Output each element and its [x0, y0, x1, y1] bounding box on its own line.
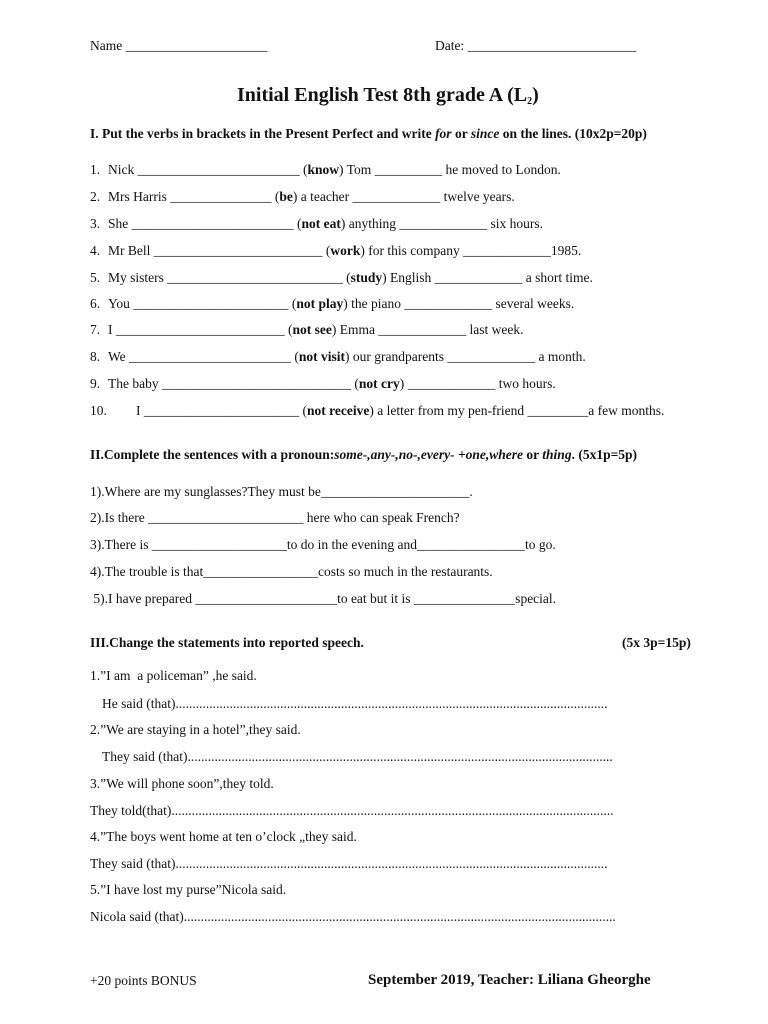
question-text-a: Nick ________________________ (: [108, 162, 308, 177]
question-number: 5.: [90, 270, 101, 285]
verb-in-brackets: not see: [292, 322, 332, 337]
question-text-a: She ________________________ (: [108, 216, 302, 231]
answer-line[interactable]: Nicola said (that)................................................................................................................................: [90, 909, 616, 924]
answer-line[interactable]: They said (that)..............................................................................................................................: [102, 749, 613, 764]
question-row[interactable]: [90, 349, 586, 365]
question-number: 3.: [90, 216, 101, 231]
name-line: [90, 38, 267, 54]
verb-in-brackets: not receive: [307, 403, 370, 418]
verb-in-brackets: not visit: [298, 349, 346, 364]
question-row[interactable]: [90, 403, 664, 419]
question-row[interactable]: [90, 296, 574, 312]
question-text-b: ) a teacher _____________ twelve years.: [292, 189, 515, 204]
verb-in-brackets: work: [330, 243, 361, 258]
title-subscript: 2: [527, 96, 533, 107]
verb-in-brackets: be: [279, 189, 293, 204]
section2-heading-a: II.Complete the sentences with a pronoun:: [90, 447, 335, 462]
statement: 4.”The boys went home at ten o’clock „they said.: [90, 829, 357, 844]
title-main: Initial English Test 8th grade A (L: [237, 84, 528, 106]
question-text-a: I _________________________ (: [108, 322, 293, 337]
name-blank[interactable]: _____________________: [125, 38, 268, 53]
section2-heading-b: or: [523, 447, 543, 462]
question-row[interactable]: [90, 270, 593, 286]
statement: 1.”I am a policeman” ,he said.: [90, 668, 257, 683]
statement: 3.”We will phone soon”,they told.: [90, 776, 274, 791]
question-row[interactable]: [90, 216, 543, 232]
question-text-b: ) English _____________ a short time.: [382, 270, 593, 285]
question-text-a: Mr Bell _________________________ (: [108, 243, 331, 258]
question-text-b: ) for this company _____________1985.: [360, 243, 582, 258]
page-title: [237, 84, 539, 107]
title-close: ): [532, 84, 539, 106]
section2-heading-italic-2: thing: [542, 447, 572, 462]
verb-in-brackets: not cry: [358, 376, 400, 391]
section2-heading-c: . (5x1p=5p): [571, 447, 638, 462]
teacher-note: September 2019, Teacher: Liliana Gheorghe: [368, 972, 651, 988]
question-row[interactable]: [90, 243, 581, 259]
date-line: [435, 38, 636, 54]
section2-item[interactable]: 5).I have prepared _____________________to eat but it is _______________special.: [90, 591, 557, 606]
section3-points: (5x 3p=15p): [622, 635, 691, 650]
section2-heading: [90, 447, 637, 463]
date-label: Date:: [435, 38, 465, 53]
question-text-b: ) anything _____________ six hours.: [340, 216, 543, 231]
question-row[interactable]: [90, 162, 561, 178]
question-text-a: We ________________________ (: [108, 349, 299, 364]
section1-or: or: [451, 126, 471, 141]
question-row[interactable]: [90, 189, 515, 205]
section2-item[interactable]: 3).There is ____________________to do in the evening and________________to go.: [90, 537, 556, 552]
section2-item[interactable]: 2).Is there _______________________ here who can speak French?: [90, 510, 460, 525]
verb-in-brackets: not eat: [301, 216, 341, 231]
answer-line[interactable]: He said (that)................................................................................................................................: [102, 696, 608, 711]
section2-item[interactable]: 1).Where are my sunglasses?They must be______________________.: [90, 484, 473, 499]
question-number: 7.: [90, 322, 101, 337]
section1-for: for: [435, 126, 452, 141]
question-number: 6.: [90, 296, 101, 311]
question-text-b: ) _____________ two hours.: [399, 376, 556, 391]
question-number: 2.: [90, 189, 101, 204]
section1-heading-b: on the lines. (10x2p=20p): [499, 126, 647, 141]
section3-heading: III.Change the statements into reported speech.: [90, 635, 364, 650]
question-text-a: Mrs Harris _______________ (: [108, 189, 280, 204]
question-row[interactable]: [90, 322, 523, 338]
question-text-a: My sisters __________________________ (: [108, 270, 351, 285]
question-text-b: ) a letter from my pen-friend _________a few months.: [369, 403, 665, 418]
verb-in-brackets: not play: [296, 296, 344, 311]
question-text-b: ) our grandparents _____________ a month.: [345, 349, 586, 364]
question-number: 8.: [90, 349, 101, 364]
statement: 2.”We are staying in a hotel”,they said.: [90, 722, 301, 737]
question-row[interactable]: [90, 376, 556, 392]
question-number: 10.: [90, 403, 107, 418]
date-blank[interactable]: _________________________: [467, 38, 637, 53]
section2-heading-italic-1: some-,any-,no-,every- +one,where: [334, 447, 524, 462]
question-number: 1.: [90, 162, 101, 177]
question-text-a: I _______________________ (: [136, 403, 307, 418]
question-text-b: ) Emma _____________ last week.: [331, 322, 524, 337]
answer-line[interactable]: They told(that)...................................................................................................................................: [90, 803, 614, 818]
question-number: 9.: [90, 376, 101, 391]
section1-since: since: [470, 126, 500, 141]
verb-in-brackets: study: [350, 270, 383, 285]
question-number: 4.: [90, 243, 101, 258]
bonus-note: +20 points BONUS: [90, 973, 197, 988]
question-text-b: ) Tom __________ he moved to London.: [339, 162, 561, 177]
question-text-a: You _______________________ (: [108, 296, 297, 311]
section1-heading-a: I. Put the verbs in brackets in the Present Perfect and write: [90, 126, 436, 141]
section1-heading: [90, 126, 647, 142]
question-text-a: The baby ____________________________ (: [108, 376, 359, 391]
statement: 5.”I have lost my purse”Nicola said.: [90, 882, 287, 897]
question-text-b: ) the piano _____________ several weeks.: [343, 296, 575, 311]
section2-item[interactable]: 4).The trouble is that_________________costs so much in the restaurants.: [90, 564, 493, 579]
verb-in-brackets: know: [307, 162, 340, 177]
answer-line[interactable]: They said (that)................................................................................................................................: [90, 856, 608, 871]
name-label: Name: [90, 38, 123, 53]
